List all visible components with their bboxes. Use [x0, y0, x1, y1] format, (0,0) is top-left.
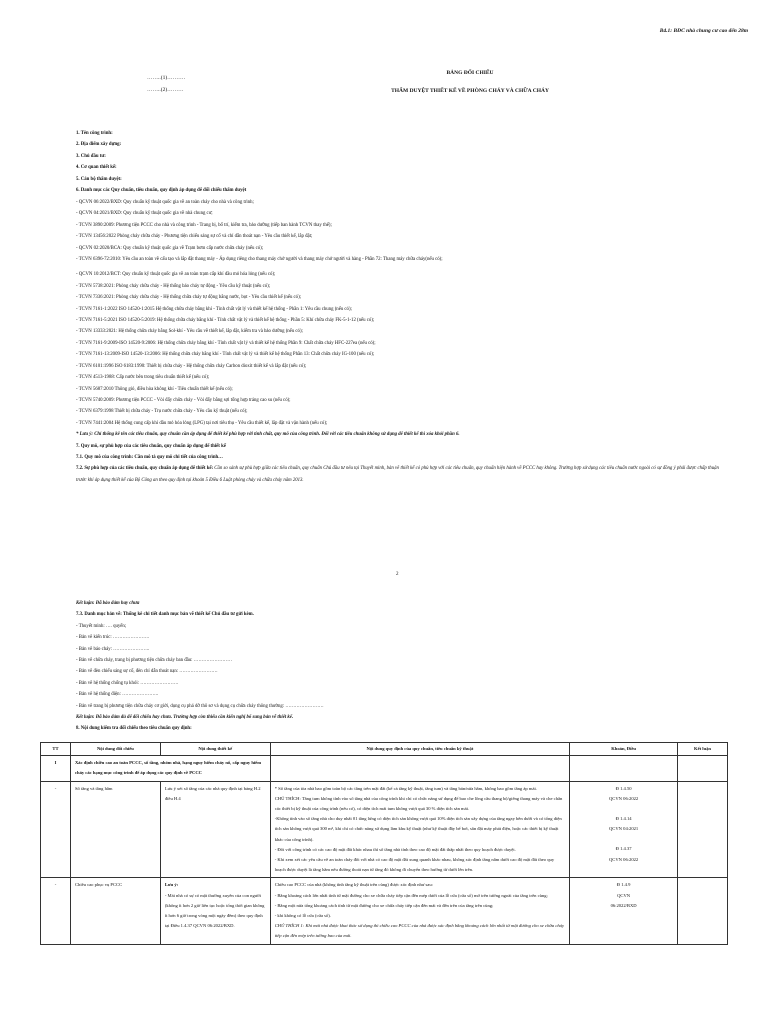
- clause-ref: Đ 1.4.14: [615, 816, 632, 822]
- drawing-item: - Thuyết minh: …. quyển;: [76, 623, 127, 629]
- section-empty-cell: [270, 756, 569, 781]
- agency-line-2: ……..(2)………: [147, 87, 184, 93]
- drawing-item: - Bản vẽ đèn chiếu sáng sự cố, đèn chỉ dẫn thoát nạn: ……………………: [76, 669, 218, 675]
- clause-ref: Đ 1.4.50: [615, 785, 632, 791]
- info-location: 2. Địa điểm xây dựng:: [76, 142, 122, 148]
- regulation-paragraph: - Đối với công trình có các cao độ mặt đất khác nhau thì số tầng nhà tính theo cao độ mặt đất thấp nhất theo quy hoạch được duyệt.: [274, 846, 516, 852]
- regulation-paragraph: Chiều cao PCCC của nhà (không tính tầng kỹ thuật trên cùng) được xác định như sau:: [274, 882, 433, 888]
- clause-ref: QCVN 04:2021: [608, 826, 639, 832]
- standard-item: - TCVN 7336:2021: Phòng cháy chữa cháy - Hệ thống chữa cháy tự động bằng nước, bọt - Yêu cầu thiết kế (nếu có);: [76, 295, 302, 301]
- standard-item: - TCVN 6379:1998 Thiết bị chữa cháy - Trụ nước chữa cháy - Yêu cầu kỹ thuật (nếu có);: [76, 409, 248, 415]
- conclusion-scope: [76, 598, 724, 609]
- row-design: [160, 878, 270, 944]
- section-7-2: [76, 463, 724, 486]
- header-design: Nội dung thiết kế: [160, 743, 270, 756]
- header-tt: TT: [41, 743, 71, 756]
- clause-spacer: [574, 834, 673, 844]
- standards-note: * Lưu ý: Chỉ thống kê tên các tiêu chuẩn, quy chuẩn cần áp dụng để thiết kế phù hợp với tính chất, quy mô của công trình. Đối với các tiêu chuẩn không sử dụng để thiết kế thì xóa khỏi phần 6.: [76, 432, 460, 438]
- info-standards-heading: 6. Danh mục các Quy chuẩn, tiêu chuẩn, quy định áp dụng để đối chiếu thẩm duyệt: [76, 188, 247, 194]
- section-7-1-text: 7.1. Quy mô của công trình: Cần mô tả quy mô chi tiết của công trình…: [76, 454, 223, 460]
- drawings-section: [76, 598, 724, 735]
- standard-item: - QCVN 06:2022/BXD: Quy chuẩn kỹ thuật quốc gia về an toàn cháy cho nhà và công trình;: [76, 200, 254, 205]
- table-header-row: [41, 743, 728, 756]
- standard-item: - QCVN 02:2020/BCA: Quy chuẩn kỹ thuật quốc gia về Trạm bơm cấp nước chữa cháy (nếu có);: [76, 245, 264, 251]
- project-info: [76, 128, 724, 196]
- standard-item: - TCVN 6101:1996 ISO 6183:1990: Thiết bị chữa cháy - Hệ thống chữa cháy Carbon dioxit thiết kế và lắp đặt (nếu có);: [76, 363, 307, 369]
- comparison-table: [40, 742, 728, 945]
- section-empty-cell: [678, 756, 728, 781]
- standard-item: - TCVN 5740:2009: Phương tiện PCCC - Vòi đẩy chữa cháy - Vòi đẩy bằng sợi tổng hợp tráng cao su (nếu có);: [76, 397, 291, 403]
- drawing-item: - Bản vẽ trang bị phương tiện chữa cháy cơ giới, dụng cụ phá dỡ thô sơ và dụng cụ chữa cháy thông thường: ……………………: [76, 703, 324, 709]
- row-conclusion: [678, 781, 728, 878]
- row-item: Chiều cao phục vụ PCCC: [70, 878, 160, 944]
- clause-ref: QCVN: [617, 892, 631, 898]
- standard-item: - TCVN 13456:2022 Phòng cháy chữa cháy - Phương tiện chiếu sáng sự cố và chỉ dẫn thoát nạn - Yêu cầu thiết kế, lắp đặt;: [76, 234, 313, 240]
- section-tt: I: [41, 756, 71, 781]
- conclusion-drawings: Kết luận: Đã bảo đảm đủ để đối chiếu hay chưa. Trường hợp còn thiếu cần kiến nghị bổ sung bản vẽ thiết kế.: [76, 715, 294, 721]
- header-regulation: Nội dung quy định của quy chuẩn, tiêu chuẩn kỹ thuật: [270, 743, 569, 756]
- row-clauses: [570, 878, 678, 944]
- regulation-paragraph: - Bằng một nửa tổng khoảng cách tính từ mặt đường cho xe chữa cháy tiếp cận đến mái và đến trên của tầng trên cùng;: [274, 902, 494, 908]
- row-clauses: [570, 781, 678, 878]
- row-design: Lưu ý xét số tầng của các nhà quy định tại bảng H.2 điều H.4: [160, 781, 270, 878]
- info-reviewer: 5. Cán bộ thẩm duyệt:: [76, 176, 122, 182]
- agency-line-1: ……..(1)……….: [147, 75, 186, 81]
- drawing-item: - Bản vẽ kiến trúc: …………………..: [76, 635, 149, 641]
- section-7-heading: 7. Quy mô, sự phù hợp của các tiêu chuẩn, quy chuẩn áp dụng để thiết kế: [76, 443, 226, 449]
- issuing-agency-lines: [147, 72, 185, 96]
- standard-item: - TCVN 7161-13:2009-ISO 14520-13:2006: Hệ thống chữa cháy bằng khí - Tính chất vật lý và thiết kế hệ thống Phần 13: Chất chữa cháy IG-100 (nếu có);: [76, 352, 375, 358]
- clause-ref: 06:2022/BXD: [610, 902, 637, 908]
- section-7-1: [76, 452, 724, 463]
- document-title: BẢNG ĐỐI CHIẾU: [446, 70, 494, 76]
- drawing-item: - Bản vẽ hệ thống điện: …………………..: [76, 692, 159, 698]
- clause-ref: QCVN 06:2022: [608, 795, 639, 801]
- regulation-paragraph: - Khi xem xét các yêu cầu về an toàn cháy đối với nhà có cao độ mặt đất xung quanh khác nhau, không xác định tầng nằm dưới cao độ mặt đất theo quy hoạch được duyệt là tầng hầm nếu đường thoát nạn từ tầng đó không đi chuyển theo hướng từ dưới lên trên.: [274, 857, 555, 873]
- document-subtitle: THẨM DUYỆT THIẾT KẾ VỀ PHÒNG CHÁY VÀ CHỮA CHÁY: [391, 88, 549, 94]
- conclusion-scope-text: Kết luận: Đã bảo đảm hay chưa: [76, 601, 140, 606]
- standard-item: - TCVN 4513-1988: Cấp nước bên trong tiêu chuẩn thiết kế (nếu có);: [76, 375, 210, 381]
- standard-item: - TCVN 5738:2021: Phòng cháy chữa cháy - Hệ thống báo cháy tự động - Yêu cầu kỹ thuật (nếu có);: [76, 283, 271, 289]
- design-note-label: Lưu ý:: [164, 882, 179, 888]
- standard-item: - TCVN 7161-9:2009-ISO 14520-9:2006: Hệ thống chữa cháy bằng khí - Tính chất vật lý và thiết kế hệ thống Phần 9: Chất chữa cháy HFC-227ea (nếu có);: [76, 340, 376, 346]
- clause-spacer: [574, 804, 673, 814]
- row-conclusion: [678, 878, 728, 944]
- standard-item: - TCVN 13333:2021: Hệ thống chữa cháy bằng Sol-khí - Yêu cầu về thiết kế, lắp đặt, kiểm tra và bảo dưỡng (nếu có);: [76, 329, 303, 335]
- regulation-paragraph: -Không tính vào số tầng nhà cho duy nhất 01 tầng lửng có diện tích sàn không vượt quá 10% diện tích sàn xây dựng của tầng ngay bên dưới và có tổng diện tích sàn không vượt quá 300 m², khi chỉ có chức năng sử dụng làm khu kỹ thuật (như kỹ thuật đầy bể bơi, sân đặt máy phát điện, hoặc các thiết bị kỹ thuật khác của công trình).: [274, 816, 562, 842]
- regulation-paragraph: CHÚ THÍCH: Tầng tum không tính vào số tầng nhà của công trình khi chỉ có chức năng sử dụng để bao che lồng cầu thang bộ/giếng thang máy và che chắn các thiết bị kỹ thuật của công trình (nếu có), có diện tích mái tum không vượt quá 30 % diện tích sàn mái.: [274, 795, 563, 812]
- section-empty-cell: [570, 756, 678, 781]
- regulation-paragraph: - Bằng khoảng cách lớn nhất tính từ mặt đường cho xe chữa cháy tiếp cận đến mép dưới của lỗ cửa (cửa sổ) mở trên tường ngoài của tầng trên cùng;: [274, 892, 548, 898]
- header-conclusion: Kết luận: [678, 743, 728, 756]
- page-number: 2: [396, 572, 399, 577]
- row-tt: -: [41, 781, 71, 878]
- info-project-name: 1. Tên công trình:: [76, 131, 113, 136]
- clause-ref: Đ 1.4.37: [615, 846, 632, 852]
- row-regulation: [270, 781, 569, 878]
- clause-ref: Đ 1.4.9: [616, 882, 631, 888]
- standard-item: - QCVN 10:2012/BCT: Quy chuẩn kỹ thuật quốc gia về an toàn trạm cấp khí dầu mỏ hóa lỏng (nếu có);: [76, 272, 276, 278]
- standards-list: [76, 197, 724, 486]
- drawing-item: - Bản vẽ chữa cháy, trang bị phương tiện chữa cháy ban đầu: ……………………: [76, 658, 233, 664]
- standard-item: - TCVN 7161-5:2021 ISO 14520-5:2019: Hệ thống chữa cháy bằng khí - Tính chất vật lý và thiết kế hệ thống - Phần 5: Khí chữa cháy FK-5-1-12 (nếu có);: [76, 318, 375, 324]
- standard-item: - TCVN 7441:2004 Hệ thống cung cấp khí dầu mỏ hóa lỏng (LPG) tại nơi tiêu thụ - Yêu cầu thiết kế, lắp đặt và vận hành (nếu có);: [76, 420, 328, 426]
- section-title: Xác định chiều cao an toàn PCCC, số tầng, nhóm nhà, hạng nguy hiểm cháy nổ, cấp nguy hiểm cháy các hạng mục công trình để áp dụng các quy định về PCCC: [70, 756, 270, 781]
- header-item: Nội dung đối chiếu: [70, 743, 160, 756]
- drawing-item: - Bản vẽ báo cháy: …………………..: [76, 646, 150, 652]
- table-section-row: [41, 756, 728, 781]
- design-note-text: - Mái nhà có sự có mặt thường xuyên của con người (không ít hơn 2 giờ liên tục hoặc tổng thời gian không ít hơn 6 giờ trong vòng một ngày đêm) theo quy định tại Điều 1.4.37 QCVN 06:2022/BXD.: [164, 892, 265, 929]
- table-row: [41, 781, 728, 878]
- table-row: [41, 878, 728, 944]
- section-7-3-heading: 7.3. Danh mục bản vẽ: Thống kê chi tiết danh mục bản vẽ thiết kế Chủ đầu tư gửi kèm.: [76, 612, 254, 618]
- section-8-heading: 8. Nội dung kiểm tra đối chiếu theo tiêu chuẩn quy định:: [76, 726, 192, 732]
- standard-item: - QCVN 04:2021/BXD: Quy chuẩn kỹ thuật quốc gia về nhà chung cư;: [76, 211, 213, 217]
- standard-item: - TCVN 6396-72:2010: Yêu cầu an toàn về cấu tạo và lắp đặt thang máy - Áp dụng riêng cho thang máy chở người và thang máy chở người và hàng - Phần 72: Thang máy chữa cháy(nếu có);: [76, 257, 443, 263]
- header-clause: Khoản, Điều: [570, 743, 678, 756]
- standard-item: - TCVN 5687:2010 Thông gió, điều hòa không khí - Tiêu chuẩn thiết kế (nếu có);: [76, 386, 233, 392]
- row-regulation: [270, 878, 569, 944]
- regulation-note: CHÚ THÍCH 1: Khi mái nhà được khai thác sử dụng thì chiều cao PCCC của nhà được xác định bằng khoảng cách lớn nhất từ mặt đường cho xe chữa cháy tiếp cận đến mép trên tường bao của mái.: [274, 923, 565, 939]
- standard-item: - TCVN 7161-1:2022 ISO 14520-1:2015 Hệ thống chữa cháy bằng khí - Tính chất vật lý và thiết kế hệ thống - Phần 1: Yêu cầu chung (nếu có);: [76, 306, 352, 312]
- regulation-paragraph: - khi không có lỗ cửa (cửa sổ).: [274, 913, 331, 919]
- section-7-2-text: Cần so sánh sự phù hợp giữa các tiêu chuẩn, quy chuẩn Chủ đầu tư nêu tại Thuyết minh, bản vẽ thiết kế có phù hợp với các tiêu chuẩn, quy chuẩn hiện hành về PCCC hay không. Trường hợp sử dụng các tiêu chuẩn nước ngoài có sự đồng ý phải được chấp thuận trước khi áp dụng thiết kế của Bộ Công an theo quy định tại khoản 5 Điều 6 Luật phòng cháy và chữa cháy năm 2013.: [76, 466, 719, 483]
- row-tt: -: [41, 878, 71, 944]
- standard-item: - TCVN 3890:2009: Phương tiện PCCC cho nhà và công trình - Trang bị, bố trí, kiểm tra, bảo dưỡng (tiếp ban hành TCVN thay thế);: [76, 222, 332, 228]
- info-investor: 3. Chủ đầu tư:: [76, 153, 106, 159]
- clause-ref: QCVN 06:2022: [608, 856, 639, 862]
- row-item: Số tầng và tầng hầm: [70, 781, 160, 878]
- info-design-agency: 4. Cơ quan thiết kế:: [76, 165, 117, 171]
- section-7-2-label: 7.2. Sự phù hợp của các tiêu chuẩn, quy chuẩn áp dụng để thiết kế:: [76, 466, 214, 472]
- drawing-item: - Bản vẽ hệ thống chống tụ khói: ……………………: [76, 680, 179, 686]
- document-code: B4.1: BĐC nhà chung cư cao đến 28m: [659, 28, 748, 34]
- regulation-paragraph: * Số tầng của tòa nhà bao gồm toàn bộ các tầng trên mặt đất (kể cả tầng kỹ thuật, tầng tum) và tầng bán/nửa hầm, không bao gồm tầng áp mái.: [274, 785, 537, 791]
